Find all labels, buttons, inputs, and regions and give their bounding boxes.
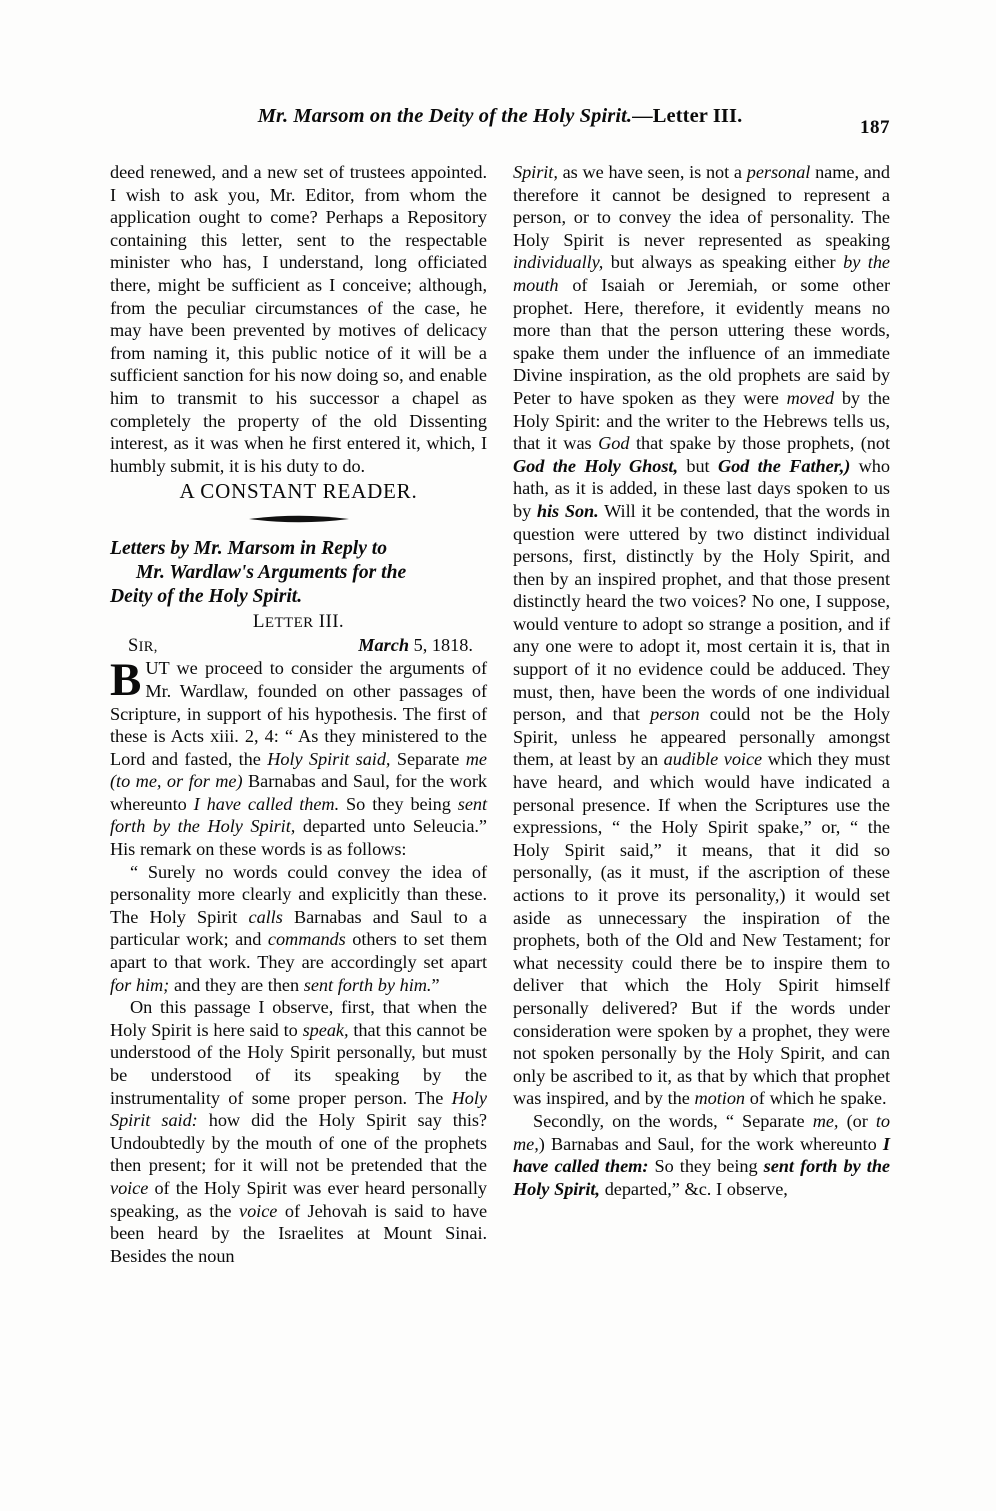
letter-number-heading (110, 611, 487, 633)
letter-numeral: III. (318, 611, 345, 633)
secondly-paragraph: Secondly, on the words, “ Separate me, (or to me,) Barnabas and Saul, for the work whereunto I have called them: So they being sent forth by the Holy Spirit, departed,” &c. I observe, (513, 1110, 890, 1199)
continued-paragraph: deed renewed, and a new set of trustees appointed. I wish to ask you, Mr. Editor, from whom the application ought to come? Perhaps a Repository containing this letter, sent to the respectable minister who has, I understand, long officiated there, might be sufficient as I conceive; although, from the peculiar circumstances of the case, he may have been prevented by motives of delicacy from naming it, this public notice of it will be a sufficient sanction for his now doing so, and enable him to transmit to his successor a chapel as completely the property of the old Dissenting interest, as it was when he first entered it, which, I humbly submit, it is his duty to do. (110, 162, 487, 476)
left-column (110, 161, 487, 1267)
observation-paragraph: On this passage I observe, first, that when the Holy Spirit is here said to speak, that this cannot be understood of the Holy Spirit personally, but must be understood of its speaking by the instrumentality of some proper person. The Holy Spirit said: how did the Holy Spirit say this? Undoubtedly by the mouth of one of the prophets then present; for it will not be pretended that the voice of the Holy Spirit was ever heard personally speaking, as the voice of Jehovah is said to have been heard by the Israelites at Mount Sinai. Besides the noun (110, 997, 488, 1266)
article-title-line-3: Deity of the Holy Spirit. (110, 586, 303, 608)
running-header-title-roman: —Letter III. (632, 105, 743, 127)
quotation-paragraph: “ Surely no words could convey the idea of personality more clearly and explicitly than these. The Holy Spirit calls Barnabas and Saul to a particular work; and commands others to set them apart to that work. They are accordingly set apart for him; and they are then sent forth by him.” (110, 861, 488, 995)
page-number: 187 (860, 117, 890, 138)
drop-cap: B (110, 654, 142, 707)
letter-word: LETTER (252, 611, 314, 633)
running-header (110, 105, 890, 139)
page-sheet (110, 105, 890, 1445)
running-header-title-italic: Mr. Marsom on the Deity of the Holy Spirit. (257, 105, 633, 127)
running-header-title (258, 105, 743, 128)
letter-date: March 5, 1818. (358, 635, 473, 656)
article-title-line-1: Letters by Mr. Marsom in Reply to (110, 538, 388, 560)
article-title (110, 537, 487, 609)
ornamental-divider-icon (110, 507, 487, 531)
salutation-dateline (110, 635, 487, 657)
opening-paragraph-block (110, 654, 488, 860)
right-continued-paragraph: Spirit, as we have seen, is not a personal name, and therefore it cannot be designed to represent a person, or to convey the idea of personality. The Holy Spirit is never represented as speaking individually, but always as speaking either by the mouth of Isaiah or Jeremiah, or some other prophet. Here, therefore, it evidently means no more than that the person uttering these words, spake them under the influence of an immediate Divine inspiration, as the old prophets are said by Peter to have spoken as they were moved by the Holy Spirit: and the writer to the Hebrews tells us, that it was God that spake by those prophets, (not God the Holy Ghost, but God the Father,) who hath, as it is added, in these last days spoken to us by his Son. Will it be contended, that the words in question were uttered by two distinct individual persons, first, distinctly by the Holy Spirit, and then by an inspired prophet, and that those present distinctly heard the two voices? No one, I suppose, would venture to adopt so strange a position, and if any one were to adopt it, most certain it is, that in support of it no evidence could be adduced. They must, then, have been the words of one individual person, and that person could not be the Holy Spirit, unless he appeared personally amongst them, at least by an audible voice which they must have heard, and which would have indicated a personal presence. If when the Scriptures use the expressions, “ the Holy Spirit spake,” or, “ the Holy Spirit said,” it means, that it did so personally, (as it must, if the ascription of these actions to it prove its personality,) it would set aside as unnecessary the inspiration of the prophets, both of the Old and New Testament; for what necessity could there be to inspire them to deliver that which the Holy Spirit himself personally delivered? But if the words under consideration were spoken by a prophet, they were not spoken personally by the Holy Spirit, and can only be ascribed to it, as that by which that prophet was inspired, and by the motion of which he spake. (513, 162, 891, 1109)
opening-paragraph: UT we proceed to consider the arguments of Mr. Wardlaw, founded on other passages of Scripture, in support of his hypothesis. The first of these is Acts xiii. 2, 4: “ As they ministered to the Lord and fasted, the Holy Spirit said, Separate me (to me, or for me) Barnabas and Saul, for the work whereunto I have called them. So they being sent forth by the Holy Spirit, departed unto Seleucia.” His remark on these words is as follows: (110, 658, 488, 860)
letter-signature: A CONSTANT READER. (179, 479, 418, 504)
salutation: SIR, (128, 636, 158, 657)
article-title-line-2: Mr. Wardlaw's Arguments for the (136, 562, 407, 584)
right-column (513, 161, 890, 1267)
two-column-body (110, 161, 890, 1267)
